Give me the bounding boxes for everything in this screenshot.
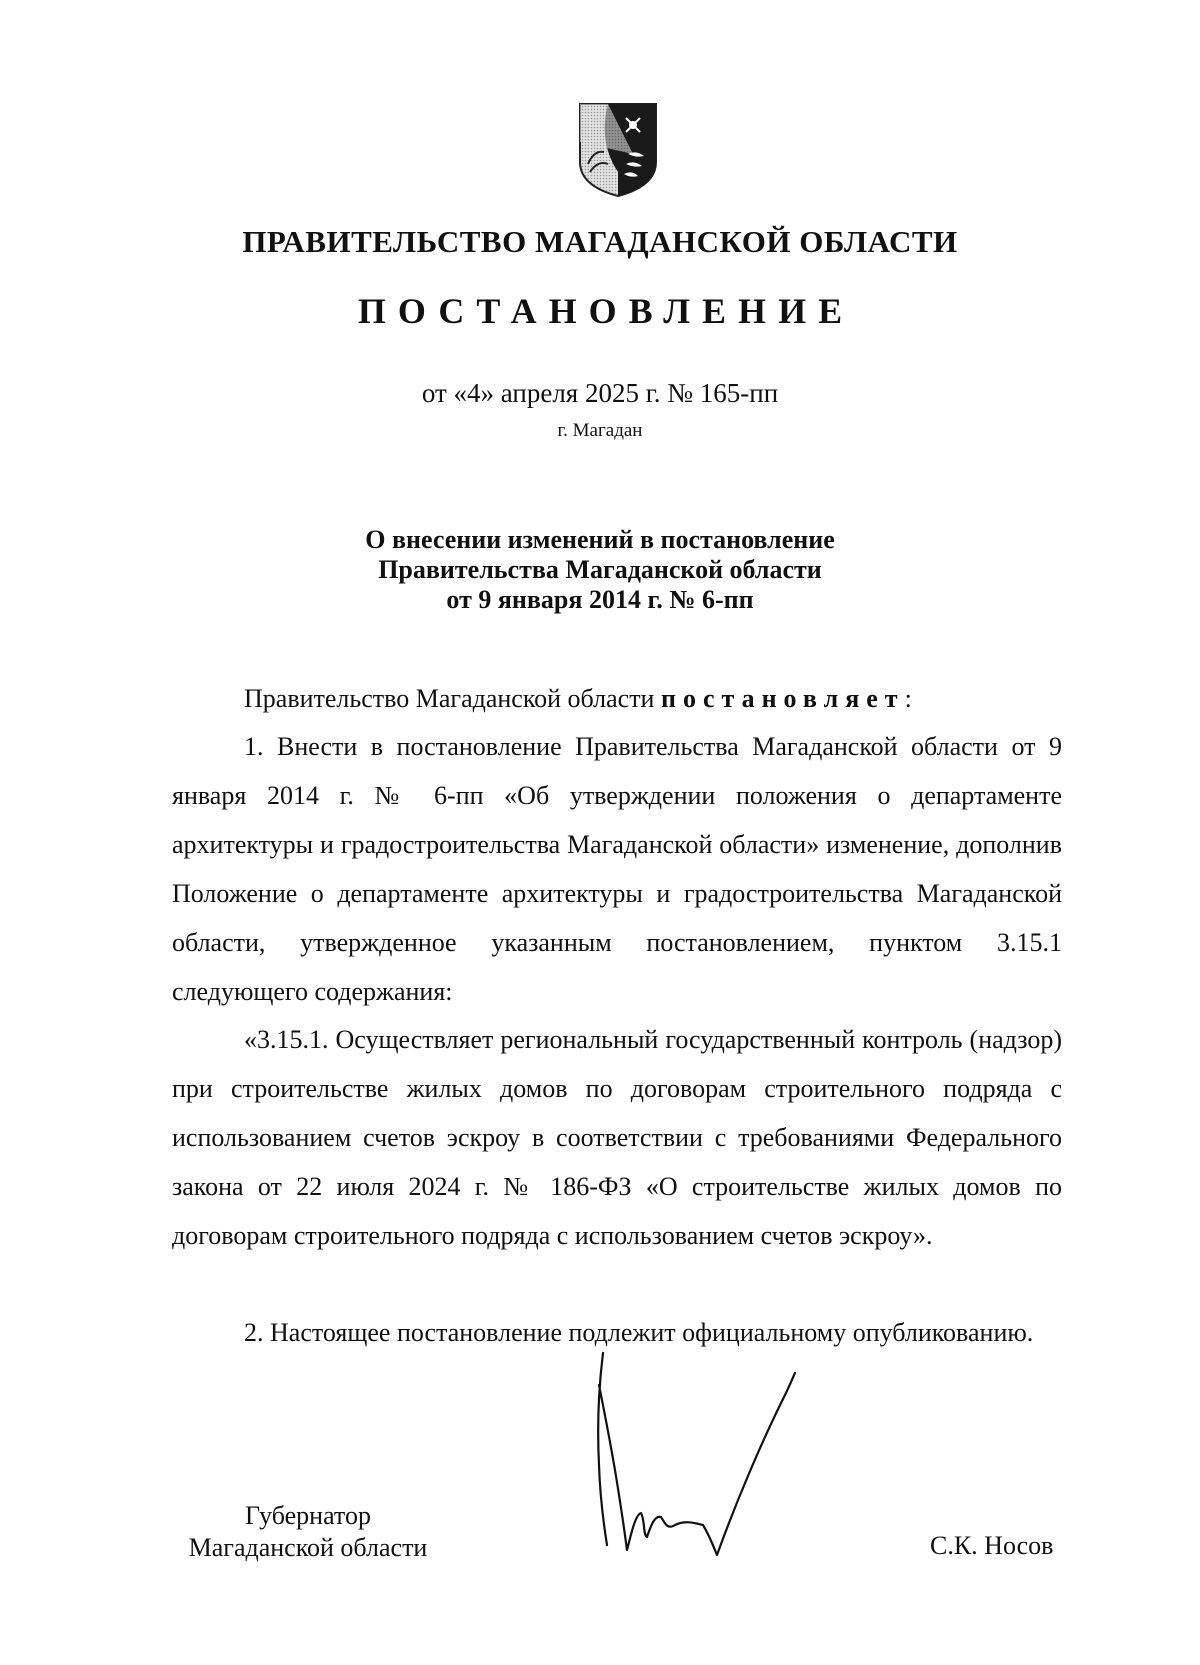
paragraph-3-text: 2. Настоящее постановление подлежит официальному опубликованию. [244,1318,1034,1347]
coat-of-arms-icon [578,102,658,198]
resolution-intro [172,674,1062,723]
document-type: ПОСТАНОВЛЕНИЕ [357,291,855,331]
subject-line-3: от 9 января 2014 г. № 6-пп [446,585,754,614]
document-subject [0,525,1200,615]
intro-spaced-word: постановляет [660,684,905,713]
paragraph-2-text: «3.15.1. Осуществляет региональный государственный контроль (надзор) при строительстве жилых домов по договорам строительного подряда с использованием счетов эскроу в соответствии с требованиями Федерального закона от 22 июля 2024 г. № 186-ФЗ «О строительстве жилых домов по договорам строительного подряда с использованием счетов эскроу». [172,1025,1062,1250]
document-city: г. Магадан [557,420,643,441]
paragraph-1 [172,722,1062,1016]
signatory-name: С.К. Носов [930,1531,1054,1560]
document-date-number: от «4» апреля 2025 г. № 165-пп [421,378,779,408]
handwritten-signature-icon [585,1345,825,1565]
position-line-1: Губернатор [245,1501,371,1530]
paragraph-2 [172,1015,1062,1260]
subject-line-1: О внесении изменений в постановление [365,525,835,554]
paragraph-1-text: 1. Внести в постановление Правительства Магаданской области от 9 января 2014 г. № 6-пп «Об утверждении положения о департаменте архитектуры и градостроительства Магаданской области» изменение, дополнив Положение о департаменте архитектуры и градостроительства Магаданской области, утвержденное указанным постановлением, пунктом 3.15.1 следующего содержания: [172,732,1062,1006]
signatory-position [172,1500,444,1564]
intro-colon: : [904,684,912,713]
position-line-2: Магаданской области [188,1533,428,1562]
intro-text: Правительство Магаданской области [244,684,661,713]
subject-line-2: Правительства Магаданской области [378,555,822,584]
organization-title: ПРАВИТЕЛЬСТВО МАГАДАНСКОЙ ОБЛАСТИ [242,224,958,259]
